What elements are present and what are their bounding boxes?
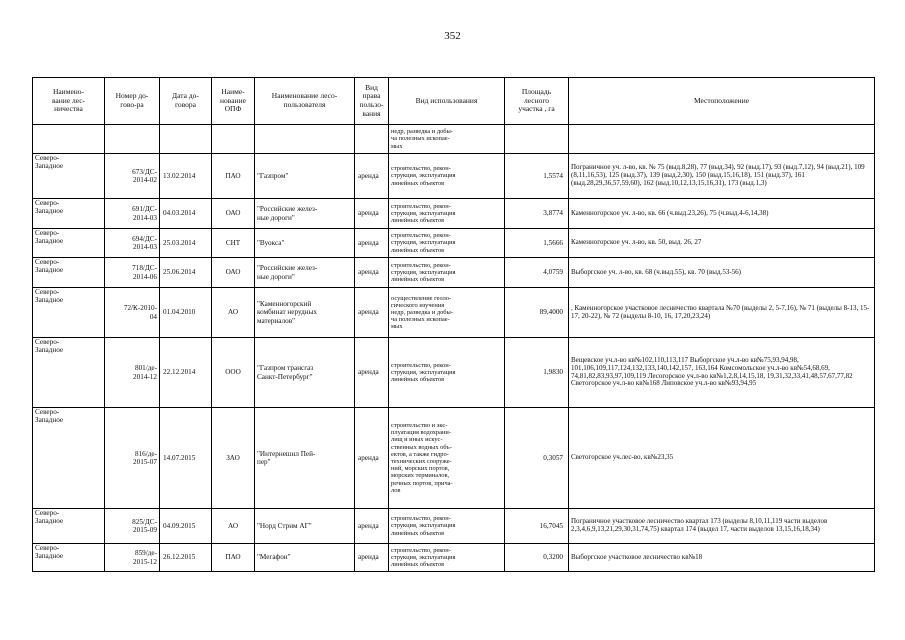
cell-use-type: строительство, рекон- струкция, эксплуатация линейных объектов [389, 544, 505, 572]
cell-forestry: Северо- Западное [33, 544, 105, 572]
cell-forestry: Северо- Западное [33, 154, 105, 199]
cell-contract-date: 25.06.2014 [160, 258, 212, 288]
cell-legal-form: ОАО [212, 258, 255, 288]
header-contract-date: Дата до- говора [160, 78, 212, 125]
cell-use-type: строительство, рекон- струкция, эксплуатация линейных объектов [389, 509, 505, 544]
cell-use-type: недр, разведка и добы- ча полезных ископае- мых [389, 125, 505, 154]
cell-legal-form: ОАО [212, 199, 255, 229]
cell-legal-form: АО [212, 509, 255, 544]
cell-contract-number: 694/ДС- 2014-03 [105, 229, 160, 258]
header-contract-number: Номер до- гово-ра [105, 78, 160, 125]
cell-area [505, 125, 569, 154]
cell-legal-form: ЗАО [212, 408, 255, 509]
cell-location: , Каменногорское участковое лесничество квартала №70 (выделы 2, 5-7,16), № 71 (выделы 8-13, 15-17, 20-22), № 72 (выделы 8-10, 16, 17,20,23,24) [569, 288, 875, 338]
cell-area: 16,7045 [505, 509, 569, 544]
table-row [33, 544, 875, 572]
cell-forest-user: "Газпром трансгаз Санкт-Петербург" [255, 338, 355, 408]
cell-location [569, 125, 875, 154]
cell-forest-user: "Вуокса" [255, 229, 355, 258]
cell-location: Каменногорское уч. л-во, кв. 66 (ч.выд.23,26), 75 (ч.выд.4-6,14,38) [569, 199, 875, 229]
cell-forest-user: "Российские желез- ные дороги" [255, 199, 355, 229]
table-header-row [33, 78, 875, 125]
header-legal-form: Наиме- нование ОПФ [212, 78, 255, 125]
cell-contract-date: 14.07.2015 [160, 408, 212, 509]
cell-legal-form: ПАО [212, 544, 255, 572]
header-right-type: Вид права пользо- вания [355, 78, 389, 125]
cell-contract-date: 25.03.2014 [160, 229, 212, 258]
cell-contract-date: 01.04.2010 [160, 288, 212, 338]
cell-right-type: аренда [355, 288, 389, 338]
cell-forest-user: "Интернешнл Пей- пер" [255, 408, 355, 509]
cell-forestry: Северо- Западное [33, 258, 105, 288]
cell-contract-date [160, 125, 212, 154]
cell-legal-form: АО [212, 288, 255, 338]
table-row [33, 338, 875, 408]
cell-right-type: аренда [355, 338, 389, 408]
cell-forest-user: "Российские желез- ные дороги" [255, 258, 355, 288]
cell-forest-user [255, 125, 355, 154]
table-row [33, 408, 875, 509]
cell-use-type: строительство, рекон- струкция, эксплуатация линейных объектов [389, 229, 505, 258]
table-row [33, 288, 875, 338]
cell-area: 1,5666 [505, 229, 569, 258]
cell-location: Светогорское уч.лес-во, кв№23,35 [569, 408, 875, 509]
cell-contract-date: 04.03.2014 [160, 199, 212, 229]
cell-legal-form [212, 125, 255, 154]
cell-right-type: аренда [355, 229, 389, 258]
cell-location: Каменногорское уч. л-во, кв. 50, выд. 26, 27 [569, 229, 875, 258]
cell-contract-number: 801/де- 2014-12 [105, 338, 160, 408]
cell-use-type: строительство, рекон- струкция, эксплуатация линейных объектов [389, 199, 505, 229]
cell-use-type: осуществление геоло- гического изучения недр, разведка и добы- ча полезных ископае- мых [389, 288, 505, 338]
cell-area: 0,3057 [505, 408, 569, 509]
cell-forest-user: "Норд Стрим АГ" [255, 509, 355, 544]
header-forestry: Наимено- вание лес- ничества [33, 78, 105, 125]
cell-contract-number: 691/ДС- 2014-03 [105, 199, 160, 229]
table-row [33, 509, 875, 544]
table-row [33, 125, 875, 154]
cell-contract-date: 22.12.2014 [160, 338, 212, 408]
cell-right-type: аренда [355, 258, 389, 288]
cell-location: Вещевское уч.л-во кв№102,110,113,117 Выборгское уч.л-во кв№75,93,94,98, 101,106,109,117,124,132,133,140,142,157, 163,164 Комсомольское уч.л-во кв№54,68,69, 74,81,82,83,93,97,109,119 Лесогорское уч.л-во кв№1,2,8,14,15,18, 19,31,32,33,41,48,57,67,77,82 Светогорское уч.л-во кв№168 Липовское уч.л-во кв№93,94,95 [569, 338, 875, 408]
cell-contract-number: 816/де- 2015-07 [105, 408, 160, 509]
header-use-type: Вид использования [389, 78, 505, 125]
cell-area: 1,9830 [505, 338, 569, 408]
cell-use-type: строительство, рекон- струкция, эксплуатация линейных объектов [389, 258, 505, 288]
header-location: Местоположение [569, 78, 875, 125]
cell-legal-form: ПАО [212, 154, 255, 199]
cell-forest-user: "Газпром" [255, 154, 355, 199]
cell-area: 1,5574 [505, 154, 569, 199]
cell-area: 0,3200 [505, 544, 569, 572]
table-row [33, 154, 875, 199]
cell-right-type [355, 125, 389, 154]
header-area: Площадь лесного участка , га [505, 78, 569, 125]
cell-contract-number: 673/ДС- 2014-02 [105, 154, 160, 199]
cell-area: 89,4000 [505, 288, 569, 338]
cell-forestry: Северо- Западное [33, 229, 105, 258]
cell-forest-user: "Мегафон" [255, 544, 355, 572]
cell-location: Пограничное уч. л-во, кв. № 75 (выд.8,28), 77 (выд.34), 92 (выд.17), 93 (выд.7,12), 94 (выд.21), 109 (8,11,16,53), 125 (выд.37), 139 (выд.2,30), 150 (выд.15,16,18), 151 (выд.37), 161 (выд.28,29,36,57,59,60), 162 (выд.10,12,13,15,16,31), 173 (выд.1,3) [569, 154, 875, 199]
cell-use-type: строительство, рекон- струкция, эксплуатация линейных объектов [389, 338, 505, 408]
cell-contract-date: 13.02.2014 [160, 154, 212, 199]
cell-area: 4,0759 [505, 258, 569, 288]
cell-location: Выборгское участковое лесничество кв№18 [569, 544, 875, 572]
cell-location: Выборгское уч. л-во, кв. 68 (ч.выд.55), кв. 70 (выд.53-56) [569, 258, 875, 288]
cell-forestry: Северо- Западное [33, 408, 105, 509]
cell-forestry: Северо- Западное [33, 509, 105, 544]
cell-forestry: Северо- Западное [33, 288, 105, 338]
cell-contract-number: 718/ДС- 2014-06 [105, 258, 160, 288]
cell-contract-date: 04.09.2015 [160, 509, 212, 544]
cell-contract-date: 26.12.2015 [160, 544, 212, 572]
page-number: 352 [444, 30, 461, 42]
cell-forestry [33, 125, 105, 154]
cell-contract-number [105, 125, 160, 154]
forest-lease-table [32, 77, 875, 572]
cell-contract-number: 825/ДС- 2015-09 [105, 509, 160, 544]
cell-contract-number: 72/К-2010- 04 [105, 288, 160, 338]
cell-forest-user: "Каменногорский комбинат нерудных материалов" [255, 288, 355, 338]
cell-right-type: аренда [355, 154, 389, 199]
table-row [33, 229, 875, 258]
cell-area: 3,8774 [505, 199, 569, 229]
cell-use-type: строительство и экс- плуатация водохрани- лищ и иных искус- ственных водных объ- ектов, а также гидро- технических сооруже- ний, морских портов, морских терминалов, речных портов, прича- лов [389, 408, 505, 509]
cell-forestry: Северо- Западное [33, 338, 105, 408]
cell-right-type: аренда [355, 408, 389, 509]
cell-contract-number: 859/де- 2015-12 [105, 544, 160, 572]
cell-legal-form: СНТ [212, 229, 255, 258]
cell-right-type: аренда [355, 544, 389, 572]
header-forest-user: Наименование лесо- пользователя [255, 78, 355, 125]
table-row [33, 258, 875, 288]
table-row [33, 199, 875, 229]
cell-forestry: Северо- Западное [33, 199, 105, 229]
cell-right-type: аренда [355, 199, 389, 229]
cell-location: Пограничное участковое лесничество квартал 173 (выделы 8,10,11,119 части выделов 2,3,4,6,9,13,21,29,30,31,74,75) квартал 174 (выдел 17, части выделов 13,15,16,18,34) [569, 509, 875, 544]
cell-legal-form: ООО [212, 338, 255, 408]
cell-use-type: строительство, рекон- струкция, эксплуатация линейных объектов [389, 154, 505, 199]
cell-right-type: аренда [355, 509, 389, 544]
